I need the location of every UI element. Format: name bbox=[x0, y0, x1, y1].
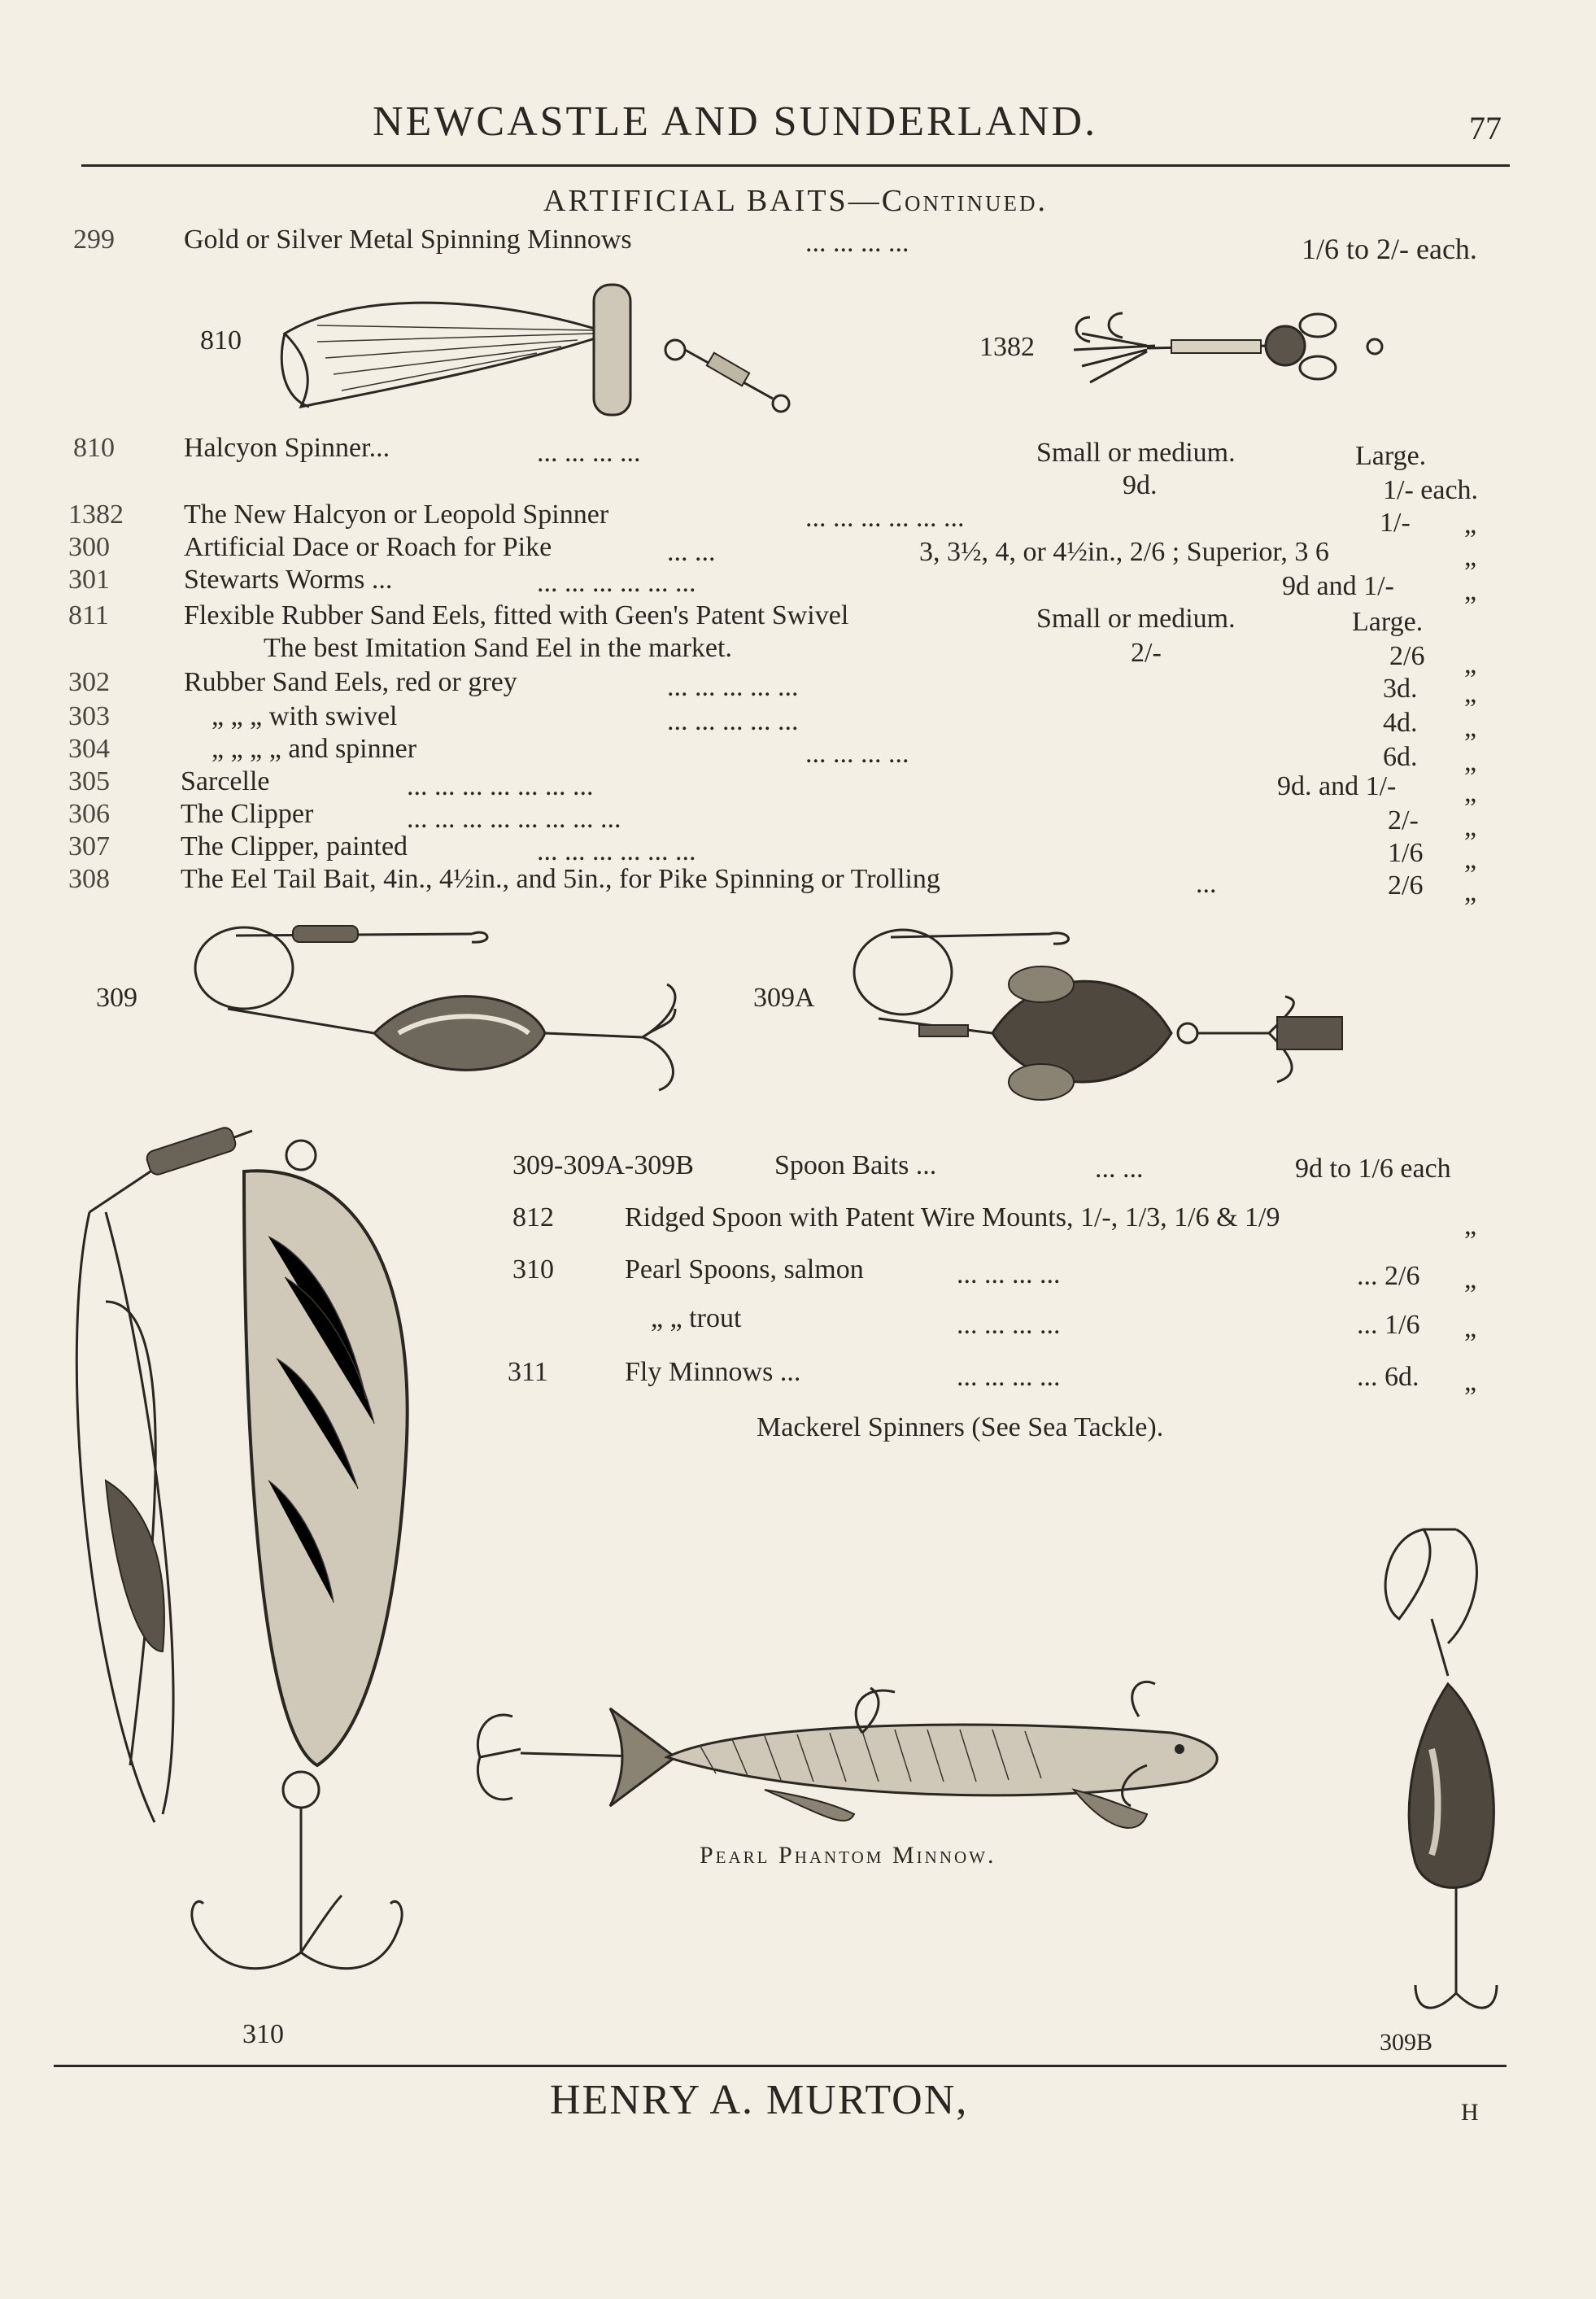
item-306-price: 2/- bbox=[1388, 805, 1419, 835]
spoon-bait-309-illustration bbox=[187, 919, 708, 1106]
page-number: 77 bbox=[1469, 110, 1502, 146]
item-810-col1-price: 9d. bbox=[1123, 470, 1158, 500]
item-307-leaders: ... ... ... ... ... ... bbox=[537, 836, 696, 866]
item-812-number: 812 bbox=[512, 1202, 554, 1232]
item-306-description: The Clipper bbox=[181, 799, 314, 829]
item-309-price: 9d to 1/6 each bbox=[1295, 1154, 1451, 1184]
item-307-description: The Clipper, painted bbox=[181, 831, 408, 862]
figure-309b-label: 309B bbox=[1380, 2029, 1433, 2056]
item-811-col1-heading: Small or medium. bbox=[1036, 604, 1236, 634]
item-306-unit: „ bbox=[1464, 812, 1477, 842]
item-810-description: Halcyon Spinner... bbox=[184, 433, 390, 463]
item-302-price: 3d. bbox=[1383, 674, 1418, 704]
item-304-description: „ „ „ „ and spinner bbox=[211, 734, 417, 764]
footer-rule bbox=[54, 2065, 1507, 2067]
item-303-number: 303 bbox=[68, 701, 110, 731]
item-812-unit: „ bbox=[1464, 1211, 1477, 1241]
item-811-col1-price: 2/- bbox=[1131, 638, 1162, 668]
item-311-leaders: ... ... ... ... bbox=[957, 1362, 1061, 1392]
item-302-leaders: ... ... ... ... ... bbox=[667, 672, 799, 702]
figure-309a-label: 309A bbox=[753, 983, 815, 1013]
item-811-description: Flexible Rubber Sand Eels, fitted with Geen's Patent Swivel bbox=[184, 600, 849, 630]
item-300-unit: „ bbox=[1464, 542, 1477, 572]
running-header: NEWCASTLE AND SUNDERLAND. bbox=[373, 98, 1098, 145]
item-811-unit: „ bbox=[1464, 649, 1477, 679]
item-305-unit: „ bbox=[1464, 778, 1477, 808]
item-299-description: Gold or Silver Metal Spinning Minnows bbox=[184, 225, 632, 255]
spoon-bait-309a-illustration bbox=[846, 919, 1383, 1106]
item-309-number: 309-309A-309B bbox=[512, 1150, 694, 1180]
figure-810-label: 810 bbox=[200, 325, 242, 356]
item-309-description: Spoon Baits ... bbox=[774, 1150, 937, 1180]
item-311-description: Fly Minnows ... bbox=[625, 1357, 801, 1387]
item-306-number: 306 bbox=[68, 799, 110, 829]
footer-signature-mark: H bbox=[1461, 2099, 1479, 2126]
item-1382-number: 1382 bbox=[68, 499, 124, 530]
item-302-number: 302 bbox=[68, 667, 110, 697]
item-299-leaders: ... ... ... ... bbox=[805, 228, 909, 258]
item-304-leaders: ... ... ... ... bbox=[805, 739, 909, 769]
item-308-unit: „ bbox=[1464, 877, 1477, 907]
header-rule bbox=[81, 164, 1510, 167]
item-310-unit: „ bbox=[1464, 1264, 1477, 1294]
leopold-spinner-illustration bbox=[1057, 301, 1399, 415]
item-810-col2-price: 1/- each. bbox=[1383, 475, 1479, 505]
item-311-price: ... 6d. bbox=[1357, 1362, 1419, 1392]
item-300-description: Artificial Dace or Roach for Pike bbox=[184, 532, 552, 562]
item-308-leaders: ... bbox=[1196, 869, 1217, 899]
halcyon-spinner-illustration bbox=[268, 268, 838, 431]
item-305-description: Sarcelle bbox=[181, 766, 270, 796]
item-811-col2-heading: Large. bbox=[1352, 607, 1424, 637]
item-811-col2-price: 2/6 bbox=[1389, 641, 1425, 671]
item-303-description: „ „ „ with swivel bbox=[211, 701, 398, 731]
item-810-col1-heading: Small or medium. bbox=[1036, 438, 1236, 468]
item-301-unit: „ bbox=[1464, 576, 1477, 606]
figure-310-label: 310 bbox=[242, 2019, 284, 2049]
item-304-unit: „ bbox=[1464, 747, 1477, 777]
item-308-description: The Eel Tail Bait, 4in., 4½in., and 5in., for Pike Spinning or Trolling bbox=[181, 864, 940, 894]
figure-309-label: 309 bbox=[96, 983, 137, 1013]
item-305-leaders: ... ... ... ... ... ... ... bbox=[407, 771, 594, 801]
item-299-number: 299 bbox=[73, 225, 115, 255]
phantom-minnow-caption: Pearl Phantom Minnow. bbox=[700, 1842, 996, 1869]
item-306-leaders: ... ... ... ... ... ... ... ... bbox=[407, 804, 621, 834]
item-310-trout-price: ... 1/6 bbox=[1357, 1310, 1420, 1340]
item-307-number: 307 bbox=[68, 831, 110, 862]
item-810-leaders: ... ... ... ... bbox=[537, 438, 641, 468]
item-810-col2-heading: Large. bbox=[1355, 441, 1427, 471]
item-811-number: 811 bbox=[68, 600, 109, 630]
item-302-unit: „ bbox=[1464, 678, 1477, 709]
item-310-price: ... 2/6 bbox=[1357, 1261, 1420, 1291]
item-307-price: 1/6 bbox=[1388, 838, 1424, 868]
item-308-number: 308 bbox=[68, 864, 110, 894]
item-1382-price: 1/- bbox=[1380, 508, 1411, 538]
spoon-bait-309b-illustration bbox=[1350, 1521, 1513, 2042]
item-311-unit: „ bbox=[1464, 1367, 1477, 1397]
section-title: ARTIFICIAL BAITS—Continued. bbox=[543, 184, 1049, 218]
item-300-leaders: ... ... bbox=[667, 537, 716, 567]
item-812-description: Ridged Spoon with Patent Wire Mounts, 1/-, 1/3, 1/6 & 1/9 bbox=[625, 1202, 1280, 1232]
item-303-price: 4d. bbox=[1383, 708, 1418, 738]
item-299-price: 1/6 to 2/- each. bbox=[1302, 233, 1477, 265]
item-310-description: Pearl Spoons, salmon bbox=[625, 1254, 864, 1285]
item-301-price: 9d and 1/- bbox=[1282, 571, 1394, 601]
item-310-trout-description: „ „ trout bbox=[651, 1303, 742, 1333]
item-302-description: Rubber Sand Eels, red or grey bbox=[184, 667, 517, 697]
item-310-leaders: ... ... ... ... bbox=[957, 1259, 1061, 1289]
pearl-spoon-310-illustration bbox=[57, 1115, 431, 2009]
footer-publisher: HENRY A. MURTON, bbox=[550, 2077, 969, 2123]
item-309-leaders: ... ... bbox=[1095, 1154, 1144, 1184]
item-308-price: 2/6 bbox=[1388, 870, 1424, 901]
item-305-price: 9d. and 1/- bbox=[1277, 771, 1397, 801]
item-311-number: 311 bbox=[508, 1357, 548, 1387]
mackerel-spinners-note: Mackerel Spinners (See Sea Tackle). bbox=[757, 1412, 1164, 1442]
item-310-trout-leaders: ... ... ... ... bbox=[957, 1310, 1061, 1340]
item-304-price: 6d. bbox=[1383, 742, 1418, 772]
item-305-number: 305 bbox=[68, 766, 110, 796]
item-307-unit: „ bbox=[1464, 844, 1477, 875]
item-301-leaders: ... ... ... ... ... ... bbox=[537, 568, 696, 598]
item-1382-unit: „ bbox=[1464, 509, 1477, 539]
pearl-phantom-minnow-illustration bbox=[472, 1660, 1318, 1855]
item-1382-leaders: ... ... ... ... ... ... bbox=[805, 503, 965, 533]
item-810-number: 810 bbox=[73, 433, 115, 463]
item-1382-description: The New Halcyon or Leopold Spinner bbox=[184, 499, 609, 530]
figure-1382-label: 1382 bbox=[979, 332, 1035, 362]
item-301-number: 301 bbox=[68, 565, 110, 595]
item-310-trout-unit: „ bbox=[1464, 1313, 1477, 1343]
item-303-unit: „ bbox=[1464, 713, 1477, 743]
item-811-subtitle: The best Imitation Sand Eel in the market. bbox=[264, 633, 732, 663]
item-304-number: 304 bbox=[68, 734, 110, 764]
item-300-number: 300 bbox=[68, 532, 110, 562]
item-301-description: Stewarts Worms ... bbox=[184, 565, 393, 595]
item-303-leaders: ... ... ... ... ... bbox=[667, 706, 799, 736]
item-300-price: 3, 3½, 4, or 4½in., 2/6 ; Superior, 3 6 bbox=[919, 537, 1329, 567]
item-310-number: 310 bbox=[512, 1254, 554, 1285]
